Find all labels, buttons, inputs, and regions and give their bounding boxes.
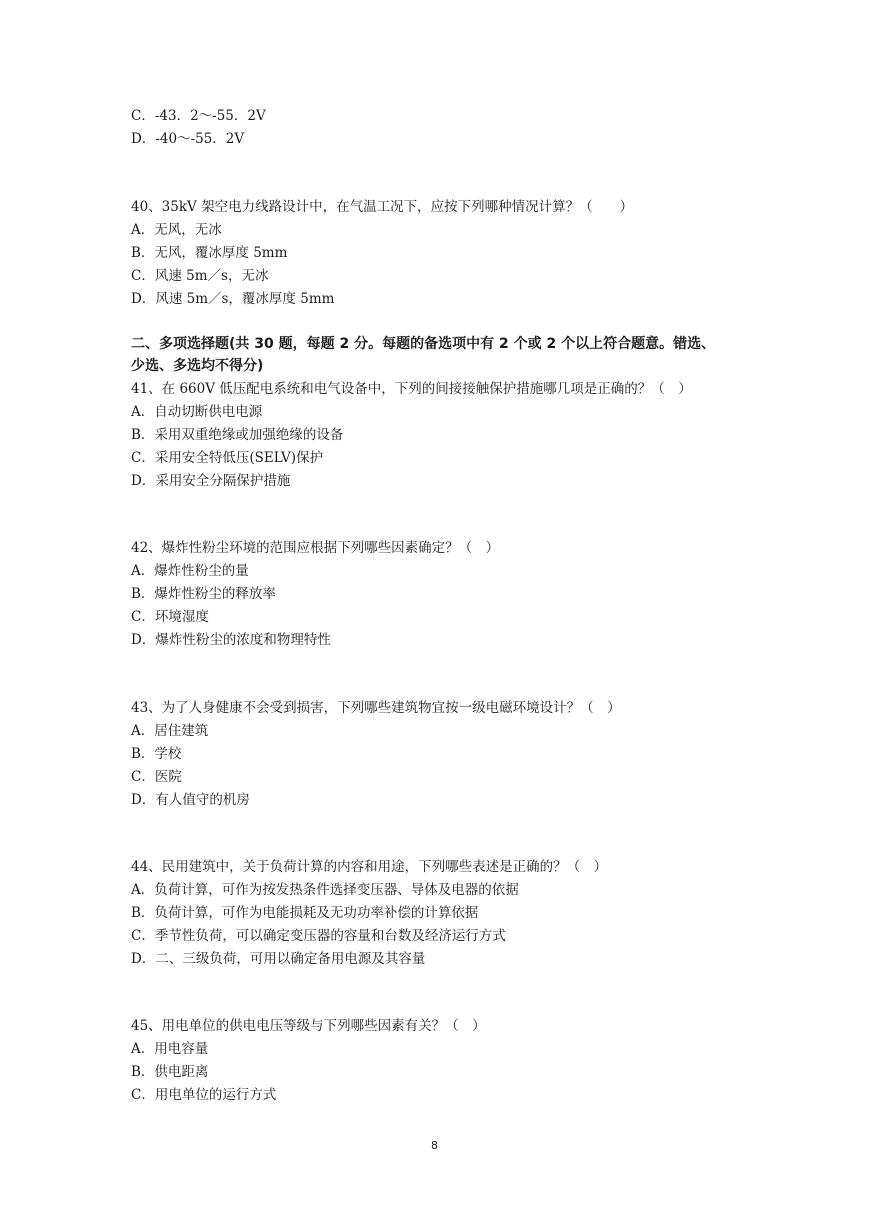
question-43-stem: 43、为了人身健康不会受到损害，下列哪些建筑物宜按一级电磁环境设计？（ ） <box>131 700 621 716</box>
question-41-option-d: D．采用安全分隔保护措施 <box>131 473 291 489</box>
section-heading-line2: 少选、多选均不得分) <box>131 358 264 374</box>
question-42-stem: 42、爆炸性粉尘环境的范围应根据下列哪些因素确定？（ ） <box>131 540 500 556</box>
question-45-option-c: C．用电单位的运行方式 <box>131 1087 277 1103</box>
question-42-option-c: C．环境湿度 <box>131 609 209 625</box>
question-40-option-b: B．无风，覆冰厚度 5mm <box>131 245 288 261</box>
question-41-stem: 41、在 660V 低压配电系统和电气设备中，下列的间接接触保护措施哪几项是正确的？（ ） <box>131 381 692 397</box>
question-44-option-a: A．负荷计算，可作为按发热条件选择变压器、导体及电器的依据 <box>131 882 519 898</box>
question-40-option-c: C．风速 5m／s，无冰 <box>131 268 269 284</box>
question-43-option-a: A．居住建筑 <box>131 723 209 739</box>
question-44-option-b: B．负荷计算，可作为电能损耗及无功功率补偿的计算依据 <box>131 905 479 921</box>
question-43-option-d: D．有人值守的机房 <box>131 792 250 808</box>
option-c: C．-43．2～-55．2V <box>131 108 266 124</box>
question-41-option-c: C．采用安全特低压(SELV)保护 <box>131 450 324 466</box>
question-43-option-b: B．学校 <box>131 746 182 762</box>
question-44-stem: 44、民用建筑中，关于负荷计算的内容和用途，下列哪些表述是正确的？（ ） <box>131 859 608 875</box>
question-45-stem: 45、用电单位的供电电压等级与下列哪些因素有关？（ ） <box>131 1018 486 1034</box>
question-41-option-a: A．自动切断供电电源 <box>131 404 263 420</box>
question-40-option-a: A．无风，无冰 <box>131 222 222 238</box>
question-41-option-b: B．采用双重绝缘或加强绝缘的设备 <box>131 427 344 443</box>
question-40-stem: 40、35kV 架空电力线路设计中，在气温工况下，应按下列哪种情况计算？（ ） <box>131 199 634 215</box>
question-45-option-a: A．用电容量 <box>131 1041 209 1057</box>
question-44-option-c: C．季节性负荷，可以确定变压器的容量和台数及经济运行方式 <box>131 928 506 944</box>
question-45-option-b: B．供电距离 <box>131 1064 209 1080</box>
page-number: 8 <box>431 1139 438 1152</box>
section-heading-line1: 二、多项选择题(共 30 题，每题 2 分。每题的备选项中有 2 个或 2 个以上符合题意。错选、 <box>131 336 716 352</box>
question-43-option-c: C．医院 <box>131 769 182 785</box>
question-42-option-d: D．爆炸性粉尘的浓度和物理特性 <box>131 632 331 648</box>
question-40-option-d: D．风速 5m／s，覆冰厚度 5mm <box>131 291 335 307</box>
question-44-option-d: D．二、三级负荷，可用以确定备用电源及其容量 <box>131 951 426 967</box>
question-42-option-a: A．爆炸性粉尘的量 <box>131 563 249 579</box>
question-42-option-b: B．爆炸性粉尘的释放率 <box>131 586 276 602</box>
option-d: D．-40～-55．2V <box>131 131 245 147</box>
